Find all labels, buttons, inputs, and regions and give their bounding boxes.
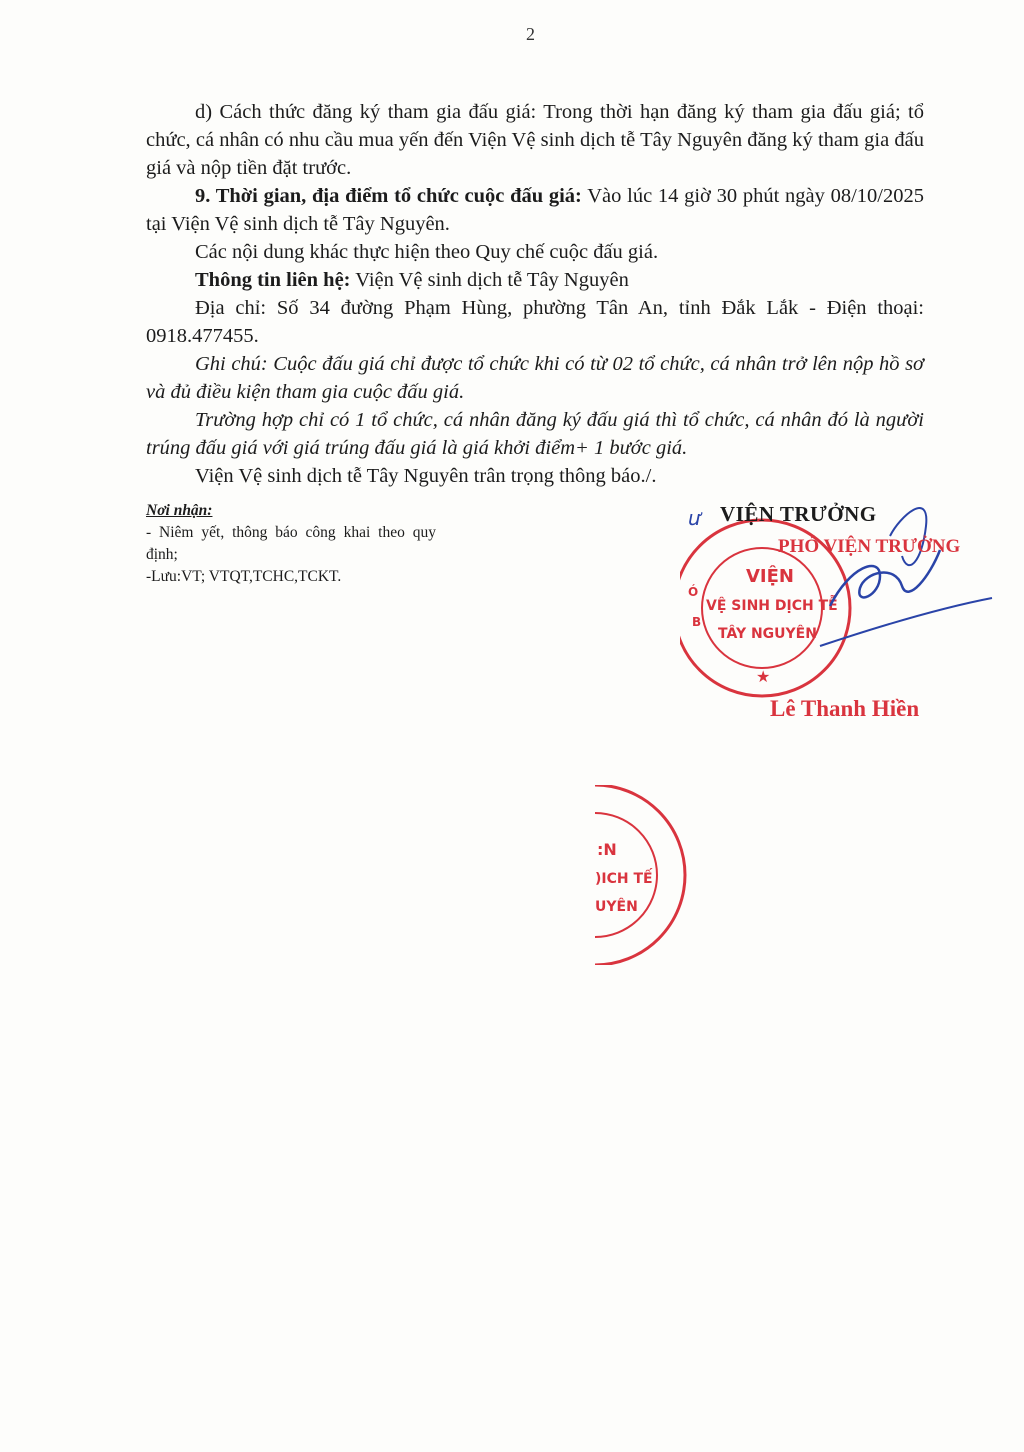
stamp-line-1: VIỆN	[746, 566, 794, 587]
partial-stamp	[585, 785, 695, 965]
paragraph-note: Ghi chú: Cuộc đấu giá chỉ được tổ chức khi có từ 02 tổ chức, cá nhân trở lên nộp hồ sơ và đủ điều kiện tham gia cuộc đấu giá.	[146, 353, 924, 403]
svg-text:★: ★	[756, 667, 771, 686]
stamp-line-3: TÂY NGUYÊN	[718, 626, 817, 642]
paragraph-auction-time-place: 9. Thời gian, địa điểm tổ chức cuộc đấu giá: Vào lúc 14 giờ 30 phút ngày 08/10/2025 tại Viện Vệ sinh dịch tễ Tây Nguyên.	[146, 185, 924, 235]
signer-deputy-title: PHÓ VIỆN TRƯỞNG	[778, 536, 961, 557]
signature-prefix: ư	[688, 506, 701, 530]
paragraph-other-content: Các nội dung khác thực hiện theo Quy chế cuộc đấu giá.	[195, 241, 659, 263]
recipients-heading: Nơi nhận:	[146, 502, 213, 519]
partial-stamp-line-3: UYÊN	[595, 899, 638, 915]
paragraph-address: Địa chỉ: Số 34 đường Phạm Hùng, phường Tân An, tỉnh Đắk Lắk - Điện thoại: 0918.477455.	[146, 297, 924, 347]
page-number: 2	[526, 24, 535, 44]
signature-block	[680, 496, 1000, 736]
section-heading: 9. Thời gian, địa điểm tổ chức cuộc đấu giá:	[195, 185, 582, 207]
paragraph-closing: Viện Vệ sinh dịch tễ Tây Nguyên trân trọng thông báo./.	[195, 465, 657, 487]
svg-text:Ó: Ó	[688, 585, 699, 599]
recipients-block	[146, 500, 436, 588]
partial-stamp-line-2: )ICH TẾ	[595, 871, 653, 887]
paragraph-single-bidder: Trường hợp chỉ có 1 tổ chức, cá nhân đăng ký đấu giá thì tổ chức, cá nhân đó là người trúng đấu giá với giá trúng đấu giá là giá khởi điểm+ 1 bước giá.	[146, 409, 924, 459]
contact-heading: Thông tin liên hệ:	[195, 269, 351, 291]
paragraph-registration-method: d) Cách thức đăng ký tham gia đấu giá: Trong thời hạn đăng ký tham gia đấu giá; tổ chức, cá nhân có nhu cầu mua yến đến Viện Vệ sinh dịch tễ Tây Nguyên đăng ký tham gia đấu giá và nộp tiền đặt trước.	[146, 101, 924, 179]
notice-body	[146, 98, 924, 490]
svg-text:B: B	[692, 615, 702, 629]
paragraph-contact-info: Thông tin liên hệ: Viện Vệ sinh dịch tễ Tây Nguyên	[195, 269, 629, 291]
signer-name: Lê Thanh Hiền	[770, 696, 920, 721]
signer-title: VIỆN TRƯỞNG	[720, 502, 877, 526]
signature-stroke	[830, 550, 940, 606]
recipient-line: -Lưu:VT; VTQT,TCHC,TCKT.	[146, 568, 342, 585]
partial-stamp-line-1: :N	[597, 840, 617, 859]
stamp-line-2: VỆ SINH DỊCH TỄ	[706, 598, 838, 614]
recipient-line: - Niêm yết, thông báo công khai theo quy định;	[146, 524, 436, 563]
